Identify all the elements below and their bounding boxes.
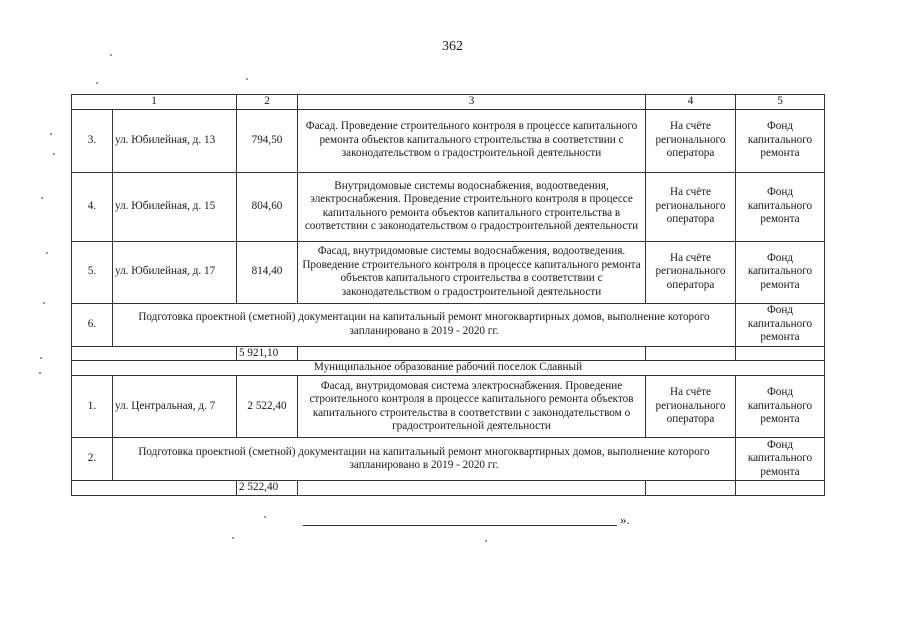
scan-speck [96,82,98,84]
work-description-cell: Фасад. Проведение строительного контроля в процессе капитального ремонта объектов капитального строительства в соответствии с законодательством о градостроительной деятельности [298,109,646,172]
header-row [72,95,825,110]
page-number: 362 [442,39,463,54]
table-row [72,438,825,481]
closing-quote-mark: ». [620,512,630,527]
fund-cell: Фонд капитального ремонта [736,303,825,346]
account-cell: На счёте регионального оператора [646,376,736,438]
work-description-cell: Внутридомовые системы водоснабжения, водоотведения, электроснабжения. Проведение строительного контроля в процессе капитального ремонта объектов капитального строительства в соответствии с законодательством о градостроительной деятельности [298,172,646,241]
total-row [72,481,825,496]
work-description-cell: Фасад, внутридомовая система электроснабжения. Проведение строительного контроля в процессе капитального ремонта объектов капитального строительства в соответствии с законодательством о градостроительной деятельности [298,376,646,438]
table-row [72,241,825,303]
total-amount: 5 921,10 [237,346,298,361]
fund-cell: Фонд капитального ремонта [736,438,825,481]
row-number: 2. [72,438,113,481]
account-cell: На счёте регионального оператора [646,109,736,172]
row-number: 1. [72,376,113,438]
section-header-row [72,361,825,376]
scan-speck [110,54,112,56]
row-number: 3. [72,109,113,172]
address-cell: ул. Центральная, д. 7 [113,376,237,438]
address-cell: ул. Юбилейная, д. 17 [113,241,237,303]
scan-speck [264,516,266,518]
scan-speck [43,302,45,304]
scan-speck [46,252,48,254]
header-col-1: 1 [72,95,237,110]
address-cell: ул. Юбилейная, д. 13 [113,109,237,172]
header-col-5: 5 [736,95,825,110]
account-cell: На счёте регионального оператора [646,241,736,303]
header-col-2: 2 [237,95,298,110]
scan-speck [40,357,42,359]
amount-cell: 2 522,40 [237,376,298,438]
total-amount: 2 522,40 [237,481,298,496]
table-row [72,303,825,346]
scan-speck [246,78,248,80]
header-col-4: 4 [646,95,736,110]
scan-speck [53,153,55,155]
header-col-3: 3 [298,95,646,110]
scan-speck [39,372,41,374]
scan-speck [232,537,234,539]
amount-cell: 804,60 [237,172,298,241]
fund-cell: Фонд капитального ремонта [736,376,825,438]
total-row [72,346,825,361]
fund-cell: Фонд капитального ремонта [736,172,825,241]
work-description-cell: Фасад, внутридомовые системы водоснабжения, водоотведения. Проведение строительного контроля в процессе капитального ремонта объектов капитального строительства в соответствии с законодательством о градостроительной деятельности [298,241,646,303]
address-cell: ул. Юбилейная, д. 15 [113,172,237,241]
municipality-title: Муниципальное образование рабочий поселок Славный [72,361,825,376]
work-schedule-table [71,94,825,496]
account-cell: На счёте регионального оператора [646,172,736,241]
amount-cell: 794,50 [237,109,298,172]
scan-speck [485,540,487,542]
scan-speck [50,133,52,135]
table-row [72,109,825,172]
table-row [72,376,825,438]
fund-cell: Фонд капитального ремонта [736,241,825,303]
signature-line [303,524,617,526]
design-documentation-cell: Подготовка проектной (сметной) документации на капитальный ремонт многоквартирных домов, выполнение которого запланировано в 2019 - 2020 гг. [113,303,736,346]
row-number: 5. [72,241,113,303]
table-row [72,172,825,241]
fund-cell: Фонд капитального ремонта [736,109,825,172]
row-number: 4. [72,172,113,241]
amount-cell: 814,40 [237,241,298,303]
design-documentation-cell: Подготовка проектной (сметной) документации на капитальный ремонт многоквартирных домов, выполнение которого запланировано в 2019 - 2020 гг. [113,438,736,481]
row-number: 6. [72,303,113,346]
scan-speck [41,197,43,199]
